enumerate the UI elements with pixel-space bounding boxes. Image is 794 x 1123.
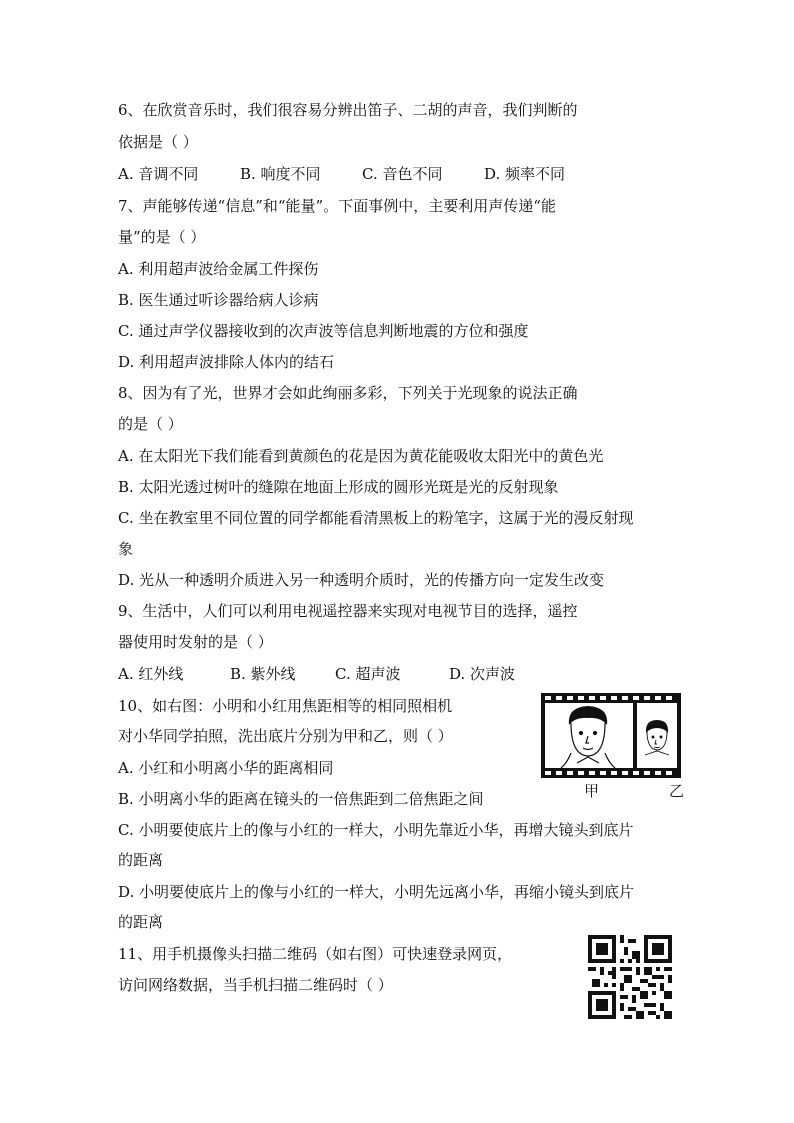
q9-stem-line1: 9、生活中，人们可以利用电视遥控器来实现对电视节目的选择，遥控 — [118, 602, 578, 620]
q9-option-d: D. 次声波 — [449, 665, 516, 683]
q7-option-c: C. 通过声学仪器接收到的次声波等信息判断地震的方位和强度 — [118, 322, 529, 340]
q7-option-a: A. 利用超声波给金属工件探伤 — [118, 260, 319, 278]
q10-option-d-line1: D. 小明要使底片上的像与小红的一样大，小明先远离小华，再缩小镜头到底片 — [118, 883, 635, 901]
film-strip-illustration — [541, 693, 681, 778]
q6-option-c: C. 音色不同 — [362, 165, 443, 183]
film-label-left: 甲 — [584, 782, 600, 800]
q10-option-c-line1: C. 小明要使底片上的像与小红的一样大，小明先靠近小华，再增大镜头到底片 — [118, 821, 634, 839]
q6-option-b: B. 响度不同 — [240, 165, 321, 183]
q10-option-c-line2: 的距离 — [118, 851, 164, 869]
q6-option-d: D. 频率不同 — [484, 165, 566, 183]
film-label-right: 乙 — [669, 782, 685, 800]
q8-option-b: B. 太阳光透过树叶的缝隙在地面上形成的圆形光斑是光的反射现象 — [118, 478, 559, 496]
qr-code-icon — [588, 935, 672, 1019]
q8-stem-line2: 的是（ ） — [118, 415, 183, 433]
q9-option-b: B. 紫外线 — [230, 665, 296, 683]
q9-option-c: C. 超声波 — [335, 665, 401, 683]
q10-option-b: B. 小明离小华的距离在镜头的一倍焦距到二倍焦距之间 — [118, 790, 484, 808]
q6-option-a: A. 音调不同 — [118, 165, 199, 183]
q9-option-a: A. 红外线 — [118, 665, 184, 683]
q6-stem-line1: 6、在欣赏音乐时，我们很容易分辨出笛子、二胡的声音，我们判断的 — [118, 101, 578, 119]
q8-option-c-line1: C. 坐在教室里不同位置的同学都能看清黑板上的粉笔字，这属于光的漫反射现 — [118, 509, 634, 527]
film-frame-right — [637, 703, 677, 768]
q9-stem-line2: 器使用时发射的是（ ） — [118, 633, 273, 651]
q8-option-a: A. 在太阳光下我们能看到黄颜色的花是因为黄花能吸收太阳光中的黄色光 — [118, 447, 604, 465]
q10-option-a: A. 小红和小明离小华的距离相同 — [118, 759, 334, 777]
q7-option-d: D. 利用超声波排除人体内的结石 — [118, 353, 335, 371]
q7-option-b: B. 医生通过听诊器给病人诊病 — [118, 291, 319, 309]
q8-option-c-line2: 象 — [118, 540, 134, 558]
q11-stem-line1: 11、用手机摄像头扫描二维码（如右图）可快速登录网页， — [118, 945, 513, 963]
q9-options — [118, 664, 515, 684]
q7-stem-line1: 7、声能够传递“信息”和“能量”。下面事例中，主要利用声传递“能 — [118, 197, 556, 215]
q7-stem-line2: 量”的是（ ） — [118, 228, 206, 246]
q11-stem-line2: 访问网络数据，当手机扫描二维码时（ ） — [118, 976, 393, 994]
q10-stem-line1: 10、如右图：小明和小红用焦距相等的相同照相机 — [118, 697, 453, 715]
q8-stem-line1: 8、因为有了光，世界才会如此绚丽多彩，下列关于光现象的说法正确 — [118, 384, 578, 402]
q6-options — [118, 164, 565, 184]
q10-option-d-line2: 的距离 — [118, 913, 164, 931]
q6-stem-line2: 依据是（ ） — [118, 133, 198, 151]
q10-stem-line2: 对小华同学拍照，洗出底片分别为甲和乙，则（ ） — [118, 727, 453, 745]
q8-option-d: D. 光从一种透明介质进入另一种透明介质时，光的传播方向一定发生改变 — [118, 571, 605, 589]
